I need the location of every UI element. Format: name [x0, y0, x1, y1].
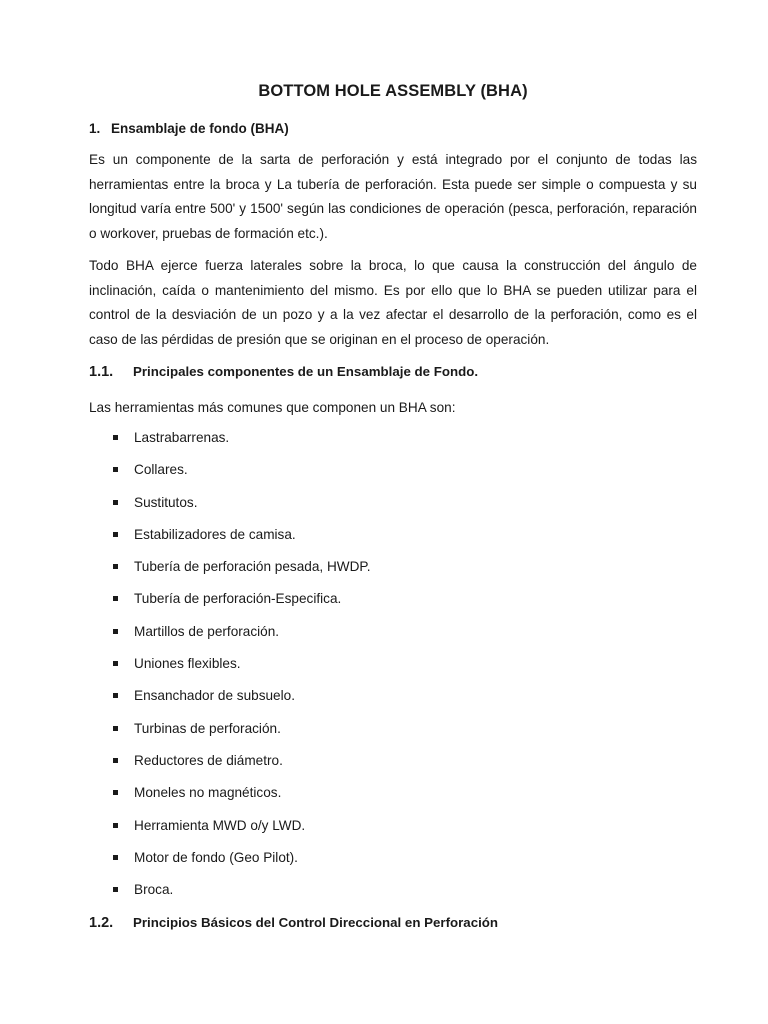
list-item: [113, 493, 371, 525]
section-1-2-heading: [89, 913, 498, 933]
bullet-icon: [113, 758, 118, 763]
bullet-icon: [113, 790, 118, 795]
paragraph-1: Es un componente de la sarta de perforación y está integrado por el conjunto de todas las herramientas entre la broca y La tubería de perforación. Esta puede ser simple o compuesta y su longitud varía entre 500' y 1500' según las condiciones de operación (pesca, perforación, reparación o workover, pruebas de formación etc.).: [89, 152, 697, 241]
bullet-icon: [113, 661, 118, 666]
list-item-text: Sustitutos.: [134, 494, 198, 510]
list-item-text: Uniones flexibles.: [134, 656, 241, 672]
list-item: [113, 428, 371, 460]
list-item: [113, 783, 371, 815]
list-item-text: Lastrabarrenas.: [134, 430, 230, 445]
bullet-icon: [113, 726, 118, 731]
section-1-heading: [89, 120, 289, 138]
paragraph-2: Todo BHA ejerce fuerza laterales sobre la broca, lo que causa la construcción del ángulo de inclinación, caída o mantenimiento del mismo. Es por ello que lo BHA se pueden utilizar para el control de la desviación de un pozo y a la vez afectar el desarrollo de la perforación, como es el caso de las pérdidas de presión que se originan en el proceso de operación.: [89, 258, 697, 347]
section-1-2-heading-text: Principios Básicos del Control Direccional en Perforación: [133, 915, 499, 930]
list-item-text: Tubería de perforación pesada, HWDP.: [134, 559, 371, 575]
section-1-heading-text: Ensamblaje de fondo (BHA): [111, 121, 289, 136]
section-1-2-number: 1.2.: [89, 915, 114, 931]
list-item-text: Broca.: [134, 882, 174, 898]
bullet-icon: [113, 629, 118, 634]
document-title: BOTTOM HOLE ASSEMBLY (BHA): [258, 82, 528, 100]
list-item-text: Ensanchador de subsuelo.: [134, 688, 295, 704]
bullet-icon: [113, 693, 118, 698]
list-intro: Las herramientas más comunes que componen un BHA son:: [89, 400, 456, 415]
list-item: [113, 654, 371, 686]
section-1-1-heading: [89, 362, 478, 382]
section-1-1-heading-text: Principales componentes de un Ensamblaje de Fondo.: [133, 364, 479, 379]
bullet-icon: [113, 532, 118, 537]
bullet-icon: [113, 887, 118, 892]
list-item-text: Herramienta MWD o/y LWD.: [134, 817, 306, 833]
list-item-text: Martillos de perforación.: [134, 623, 280, 639]
bullet-icon: [113, 596, 118, 601]
bullet-icon: [113, 500, 118, 505]
list-item-text: Estabilizadores de camisa.: [134, 526, 296, 542]
list-item: [113, 622, 371, 654]
tools-list: [113, 428, 371, 912]
bullet-icon: [113, 467, 118, 472]
list-item: [113, 557, 371, 589]
list-item-text: Reductores de diámetro.: [134, 752, 283, 768]
bullet-icon: [113, 855, 118, 860]
list-item: [113, 460, 371, 492]
list-item: [113, 816, 371, 848]
list-item-text: Tubería de perforación-Especifica.: [134, 591, 342, 607]
list-item: [113, 848, 371, 880]
list-item-text: Collares.: [134, 462, 188, 478]
bullet-icon: [113, 564, 118, 569]
list-item: [113, 686, 371, 718]
list-item-text: Motor de fondo (Geo Pilot).: [134, 849, 298, 865]
list-item-text: Moneles no magnéticos.: [134, 785, 282, 801]
section-1-number: 1.: [89, 121, 101, 136]
bullet-icon: [113, 435, 118, 440]
bullet-icon: [113, 823, 118, 828]
section-1-1-number: 1.1.: [89, 364, 114, 380]
list-item: [113, 719, 371, 751]
list-item: [113, 880, 371, 912]
list-item-text: Turbinas de perforación.: [134, 720, 281, 736]
list-item: [113, 525, 371, 557]
list-item: [113, 751, 371, 783]
list-item: [113, 589, 371, 621]
